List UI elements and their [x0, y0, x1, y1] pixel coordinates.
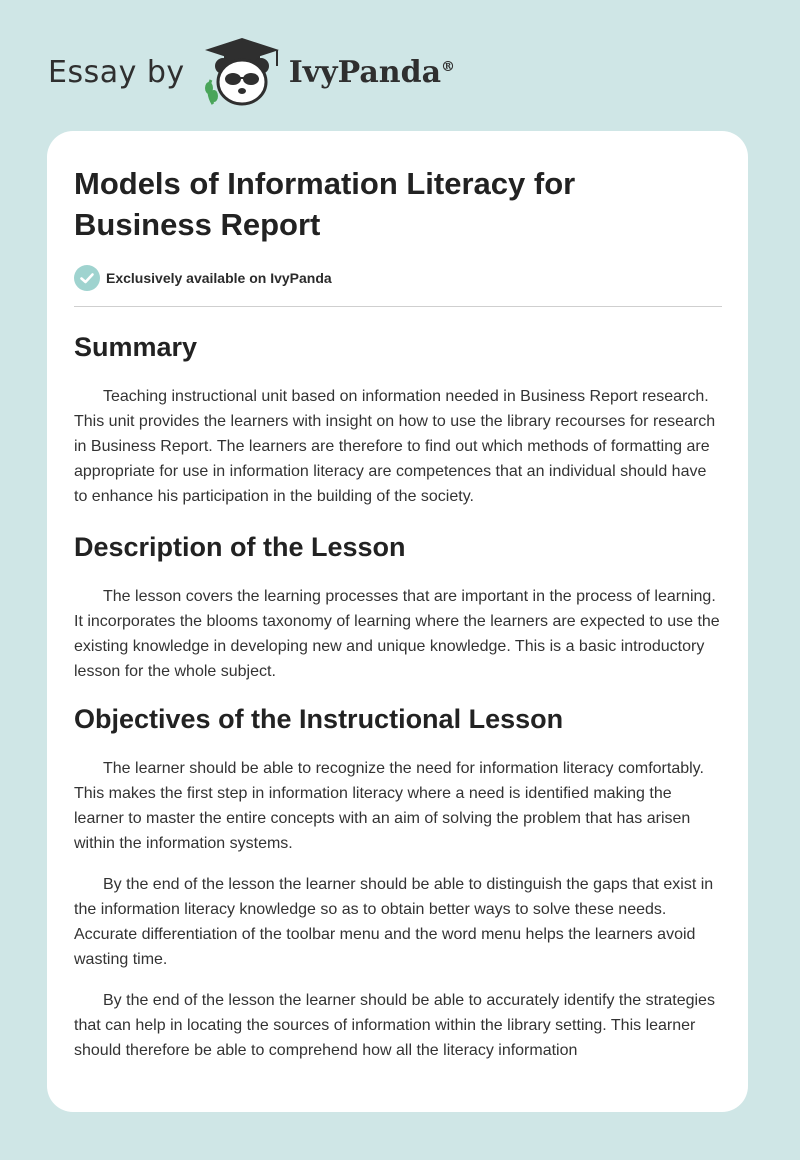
- brand-prefix: Essay by: [48, 54, 185, 90]
- site-header: [48, 36, 468, 108]
- objectives-paragraph-1: The learner should be able to recognize the need for information literacy comfortably. This makes the first step in information literacy where a need is identified making the learner to master the entire concepts with an aim of solving the problem that has arisen within the information systems.: [74, 760, 704, 852]
- description-paragraph: The lesson covers the learning processes that are important in the process of learning. It incorporates the blooms taxonomy of learning where the learners are expected to use the existing knowledge in developing new and unique knowledge. This is a basic introductory lesson for the whole subject.: [74, 588, 720, 680]
- objectives-paragraph-2: By the end of the lesson the learner should be able to distinguish the gaps that exist in the information literacy knowledge so as to obtain better ways to solve these needs. Accurate differentiation of the toolbar menu and the word menu helps the learners avoid wasting time.: [74, 876, 714, 968]
- objectives-paragraph-3: By the end of the lesson the learner should be able to accurately identify the strategies that can help in locating the sources of information within the library setting. This learner should therefore be able to comprehend how all the literacy information: [74, 992, 715, 1059]
- summary-paragraph: Teaching instructional unit based on information needed in Business Report research. This unit provides the learners with insight on how to use the library recourses for research in Business Report. The learners are therefore to find out which methods of formatting are appropriate for use in information literacy are competences that an individual should have to enhance his participation in the building of the society.: [74, 388, 716, 505]
- section-heading-summary: Summary: [74, 332, 198, 362]
- exclusive-badge: [74, 264, 722, 292]
- panda-logo-icon[interactable]: [199, 36, 285, 108]
- section-heading-description: Description of the Lesson: [74, 532, 406, 562]
- badge-label: Exclusively available on IvyPanda: [106, 270, 332, 286]
- check-circle-icon: [74, 265, 100, 291]
- divider: [74, 306, 722, 307]
- brand-name: IvyPanda®: [288, 54, 456, 90]
- page-title: Models of Information Literacy for Business Report: [74, 166, 576, 242]
- article-card: [47, 131, 748, 1112]
- section-heading-objectives: Objectives of the Instructional Lesson: [74, 704, 564, 734]
